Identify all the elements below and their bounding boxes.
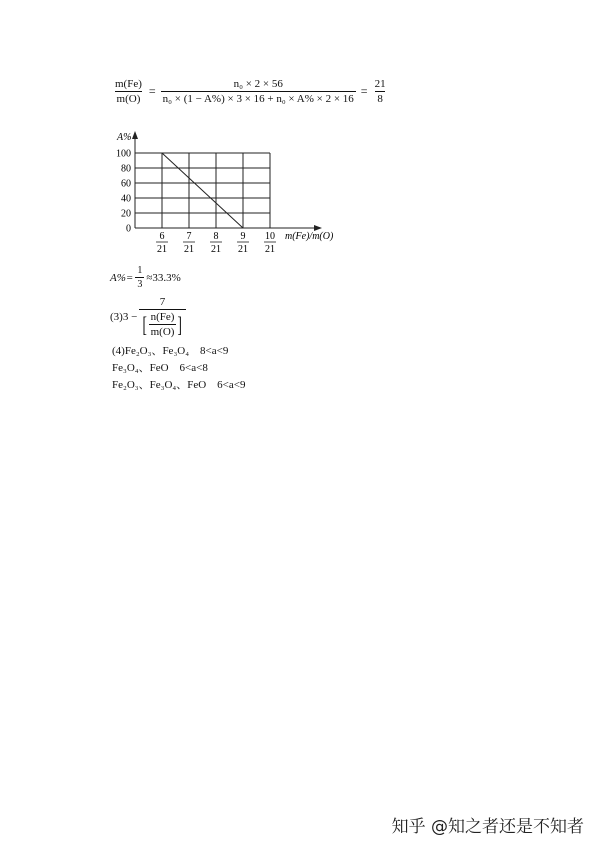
x-tick-denominator: 21 (184, 244, 194, 255)
x-tick-denominator: 21 (265, 244, 275, 255)
right-bracket: ] (177, 311, 183, 337)
series-line (162, 153, 243, 228)
one-third-denominator: 3 (137, 279, 143, 290)
inner-denominator: m(O) (150, 326, 175, 338)
result-fraction (373, 78, 388, 105)
a-percent-approx: ≈33.3% (146, 271, 181, 284)
x-tick-numerator: 7 (186, 231, 192, 242)
y-axis-arrow (132, 131, 138, 139)
y-tick-label: 100 (116, 148, 131, 160)
a-percent-chart (105, 128, 350, 258)
y-tick-label: 40 (121, 193, 131, 205)
result-numerator: 21 (374, 78, 386, 90)
x-tick-numerator: 10 (265, 231, 275, 242)
one-third-fraction (135, 265, 144, 290)
y-tick-label: 0 (126, 223, 131, 235)
ratio-equation (113, 78, 388, 105)
inner-numerator: n(Fe) (150, 311, 175, 323)
a-percent-result (110, 265, 181, 290)
part3-expression (110, 296, 186, 338)
x-tick-numerator: 8 (213, 231, 219, 242)
x-tick-denominator: 21 (157, 244, 167, 255)
bracketed-ratio (141, 311, 183, 338)
rhs-denominator: n₀ × (1 − A%) × 3 × 16 + n₀ × A% × 2 × 16 (162, 93, 354, 105)
y-tick-label: 80 (121, 163, 131, 175)
equals-sign-2: = (360, 84, 368, 98)
inner-fraction (149, 311, 177, 338)
a-percent-prefix: A%= (110, 271, 134, 284)
x-tick-numerator: 9 (240, 231, 246, 242)
rhs-numerator: n₀ × 2 × 56 (233, 78, 283, 90)
part3-denominator (139, 309, 185, 338)
part4-line-1: (4)Fe₂O₃、Fe₃O₄ 8<a<9 (112, 345, 229, 357)
x-tick-denominator: 21 (211, 244, 221, 255)
zhihu-watermark: 知乎 @知之者还是不知者 (391, 817, 584, 837)
x-axis-label: m(Fe)/m(O) (285, 231, 334, 242)
part3-numerator: 7 (159, 296, 166, 308)
x-tick-numerator: 6 (159, 231, 165, 242)
lhs-fraction (113, 78, 144, 105)
part3-prefix: (3)3 − (110, 311, 138, 323)
lhs-denominator: m(O) (116, 93, 141, 105)
rhs-fraction (161, 78, 356, 105)
y-axis-label: A% (117, 132, 132, 143)
left-bracket: [ (142, 311, 148, 337)
x-tick-denominator: 21 (238, 244, 248, 255)
one-third-numerator: 1 (137, 265, 143, 276)
part4-line-3: Fe₂O₃、Fe₃O₄、FeO 6<a<9 (112, 379, 246, 391)
part3-fraction (139, 296, 185, 338)
part4-line-2: Fe₃O₄、FeO 6<a<8 (112, 362, 208, 374)
equals-sign: = (148, 84, 156, 98)
lhs-numerator: m(Fe) (115, 78, 142, 90)
y-tick-label: 60 (121, 178, 131, 190)
result-denominator: 8 (377, 93, 383, 105)
y-tick-label: 20 (121, 208, 131, 220)
